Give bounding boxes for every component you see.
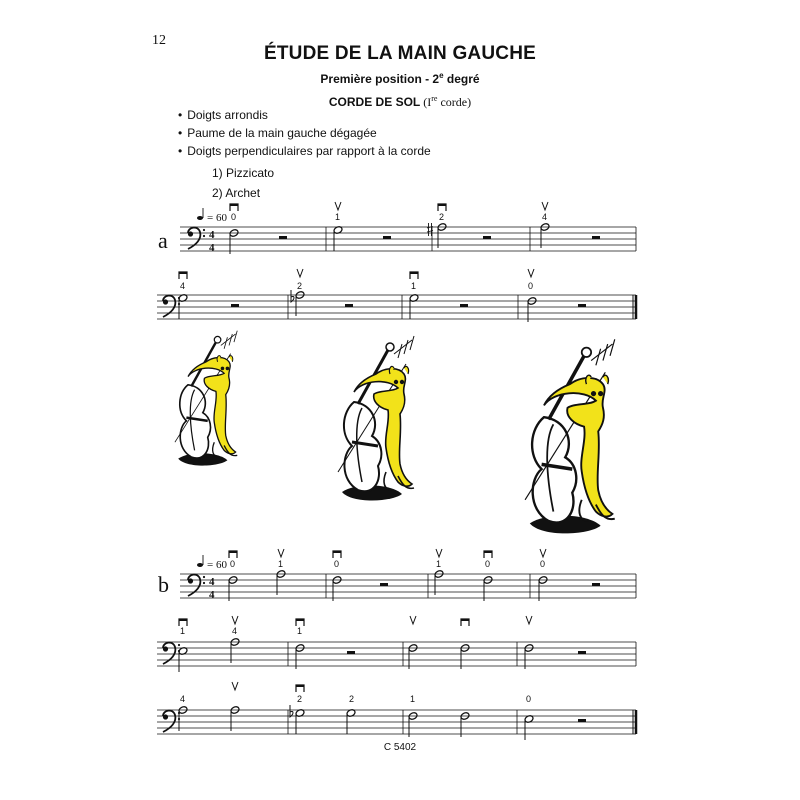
fingering: 4: [232, 626, 238, 636]
fingering: 2: [297, 694, 303, 704]
time-signature-bottom: 4: [209, 589, 215, 601]
fingering: 4: [542, 212, 548, 222]
fingering: 1: [297, 626, 303, 636]
fingering: 0: [334, 559, 340, 569]
fingering: 2: [297, 281, 303, 291]
bullet-text: Doigts perpendiculaires par rapport à la corde: [187, 144, 431, 158]
exercise-label-a: a: [158, 228, 168, 253]
string-sup: re: [431, 94, 438, 103]
staff-a2: [157, 269, 636, 322]
tempo-b: = 60: [207, 559, 227, 571]
mode-archet: 2) Archet: [212, 186, 261, 200]
subtitle-sup: e: [439, 71, 444, 80]
bullet-text: Doigts arrondis: [187, 108, 268, 122]
time-signature-bottom: 4: [209, 242, 215, 254]
fingering: 4: [180, 281, 186, 291]
fingering: 0: [528, 281, 534, 291]
fingering: 0: [526, 694, 532, 704]
fingering: 4: [180, 694, 186, 704]
time-signature-top: 4: [209, 576, 215, 588]
cellist-illustration-small: [175, 331, 237, 466]
fingering: 1: [180, 626, 186, 636]
staff-b1: [180, 549, 636, 601]
fingering: 1: [410, 694, 416, 704]
time-signature-top: 4: [209, 229, 215, 241]
fingering: 0: [485, 559, 491, 569]
fingering: 2: [349, 694, 355, 704]
fingering: 1: [278, 559, 284, 569]
bullet-item: • Paume de la main gauche dégagée: [178, 126, 377, 140]
cellist-illustration-medium: [338, 336, 414, 501]
string-end: corde): [437, 95, 472, 109]
page-number: 12: [152, 33, 166, 48]
fingering: 0: [230, 559, 236, 569]
exercise-label-b: b: [158, 572, 169, 597]
cellist-illustration-large: [525, 339, 615, 533]
fingering: 1: [411, 281, 417, 291]
page-title: ÉTUDE DE LA MAIN GAUCHE: [263, 43, 536, 64]
fingering: 0: [231, 212, 237, 222]
fingering: 2: [439, 212, 445, 222]
tempo-a: = 60: [207, 212, 227, 224]
bullet-text: Paume de la main gauche dégagée: [187, 126, 377, 140]
bullet-item: • Doigts perpendiculaires par rapport à la corde: [178, 144, 431, 158]
catalog-number: C 5402: [383, 742, 417, 753]
subtitle-main: Première position - 2: [320, 72, 440, 86]
subtitle-end: degré: [443, 72, 480, 86]
staff-b3: [157, 682, 636, 740]
string-paren: (I: [420, 95, 432, 109]
fingering: 1: [335, 212, 341, 222]
fingering: 0: [540, 559, 546, 569]
fingering: 1: [436, 559, 442, 569]
staff-b2: [157, 616, 636, 672]
string-name: CORDE DE SOL: [328, 95, 421, 109]
bullet-item: • Doigts arrondis: [178, 108, 268, 122]
staff-a1: [180, 202, 636, 254]
mode-pizzicato: 1) Pizzicato: [212, 166, 275, 180]
